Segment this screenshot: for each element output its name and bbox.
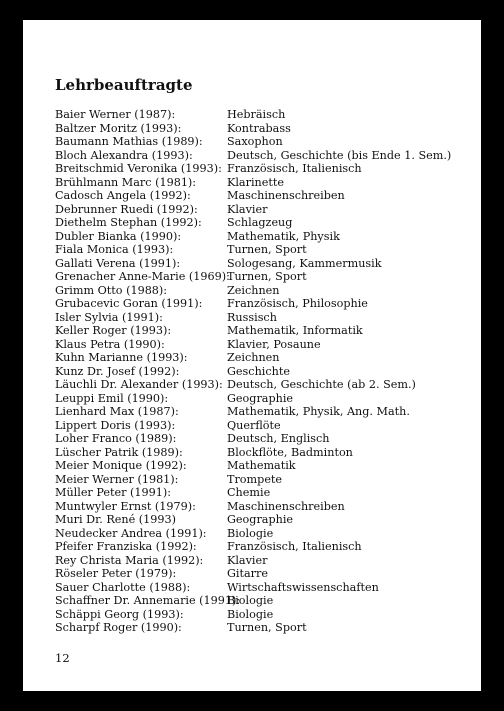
lecturer-subject: Zeichnen (227, 351, 280, 364)
lecturer-name: Isler Sylvia (1991): (55, 310, 163, 324)
lecturer-subject: Klavier (227, 553, 268, 567)
list-item (55, 486, 475, 500)
list-item (55, 432, 475, 446)
lecturer-name: Bloch Alexandra (1993): (55, 148, 193, 162)
lecturer-name: Müller Peter (1991): (55, 486, 171, 499)
list-item (55, 473, 475, 487)
lecturer-subject: Turnen, Sport (227, 621, 307, 634)
lecturer-subject: Deutsch, Geschichte (ab 2. Sem.) (227, 378, 416, 391)
list-item (55, 527, 475, 541)
lecturer-name: Fiala Monica (1993): (55, 243, 174, 256)
lecturer-subject: Französisch, Philosophie (227, 297, 368, 310)
list-item (55, 459, 475, 473)
lecturer-name: Breitschmid Veronika (1993): (55, 162, 222, 175)
lecturer-subject: Biologie (227, 526, 274, 540)
list-item (55, 216, 475, 230)
lecturer-subject: Hebräisch (227, 108, 286, 121)
lecturer-name: Leuppi Emil (1990): (55, 391, 169, 405)
lecturer-subject: Sologesang, Kammermusik (227, 256, 382, 270)
lecturer-name: Keller Roger (1993): (55, 324, 172, 337)
lecturer-name: Scharpf Roger (1990): (55, 621, 182, 634)
list-item (55, 594, 475, 608)
lecturer-name: Rey Christa Maria (1992): (55, 553, 204, 567)
lecturer-subject: Biologie (227, 594, 274, 607)
lecturer-subject: Mathematik, Physik (227, 229, 340, 243)
page-number: 12 (55, 651, 70, 665)
list-item (55, 581, 475, 595)
document-page (23, 20, 481, 691)
list-item (55, 621, 475, 635)
list-item (55, 257, 475, 271)
section-heading: Lehrbeauftragte (55, 76, 193, 94)
lecturer-name: Muri Dr. René (1993) (55, 513, 176, 526)
list-item (55, 203, 475, 217)
lecturer-subject: Geographie (227, 513, 294, 526)
lecturer-name: Lüscher Patrik (1989): (55, 445, 183, 459)
lecturer-subject: Chemie (227, 486, 271, 499)
lecturer-subject: Klavier, Posaune (227, 337, 321, 351)
lecturer-name: Grenacher Anne-Marie (1969): (55, 270, 230, 283)
list-item (55, 567, 475, 581)
lecturer-name: Kunz Dr. Josef (1992): (55, 364, 180, 378)
lecturer-name: Baltzer Moritz (1993): (55, 121, 182, 135)
lecturer-name: Kuhn Marianne (1993): (55, 351, 188, 364)
list-item (55, 122, 475, 136)
lecturer-name: Klaus Petra (1990): (55, 337, 165, 351)
lecturer-name: Baumann Mathias (1989): (55, 135, 203, 148)
lecturer-name: Dubler Bianka (1990): (55, 229, 182, 243)
lecturer-subject: Klavier (227, 202, 268, 216)
lecturer-subject: Deutsch, Geschichte (bis Ende 1. Sem.) (227, 148, 452, 162)
list-item (55, 189, 475, 203)
list-item (55, 284, 475, 298)
lecturer-name: Meier Werner (1981): (55, 472, 179, 486)
lecturer-subject: Blockflöte, Badminton (227, 445, 353, 459)
lecturer-subject: Russisch (227, 310, 277, 324)
list-item (55, 135, 475, 149)
lecturer-subject: Turnen, Sport (227, 243, 307, 256)
lecturer-name: Lienhard Max (1987): (55, 405, 179, 418)
lecturer-name: Pfeifer Franziska (1992): (55, 540, 197, 553)
lecturer-subject: Biologie (227, 607, 274, 621)
lecturer-name: Sauer Charlotte (1988): (55, 580, 191, 594)
list-item (55, 513, 475, 527)
lecturer-name: Cadosch Angela (1992): (55, 189, 191, 202)
lecturer-name: Debrunner Ruedi (1992): (55, 202, 198, 216)
lecturer-name: Schaffner Dr. Annemarie (1991): (55, 594, 241, 607)
list-item (55, 311, 475, 325)
lecturer-subject: Französisch, Italienisch (227, 540, 362, 553)
list-item (55, 149, 475, 163)
lecturer-subject: Maschinenschreiben (227, 189, 345, 202)
list-item (55, 419, 475, 433)
lecturer-name: Läuchli Dr. Alexander (1993): (55, 378, 223, 391)
lecturer-subject: Französisch, Italienisch (227, 162, 362, 175)
lecturer-name: Grubacevic Goran (1991): (55, 297, 203, 310)
list-item (55, 500, 475, 514)
list-item (55, 230, 475, 244)
lecturer-name: Gallati Verena (1991): (55, 256, 181, 270)
lecturer-subject: Mathematik, Informatik (227, 324, 363, 337)
list-item (55, 554, 475, 568)
lecturer-subject: Deutsch, Englisch (227, 432, 330, 445)
list-item (55, 446, 475, 460)
lecturer-name: Schäppi Georg (1993): (55, 607, 184, 621)
lecturer-name: Baier Werner (1987): (55, 108, 176, 121)
list-item (55, 297, 475, 311)
lecturer-subject: Turnen, Sport (227, 270, 307, 283)
lecturer-name: Meier Monique (1992): (55, 459, 187, 472)
list-item (55, 176, 475, 190)
list-item (55, 162, 475, 176)
list-item (55, 405, 475, 419)
list-item (55, 270, 475, 284)
lecturer-subject: Schlagzeug (227, 216, 293, 229)
lecturer-subject: Klarinette (227, 175, 284, 189)
lecturer-name: Neudecker Andrea (1991): (55, 526, 207, 540)
list-item (55, 540, 475, 554)
lecturer-subject: Mathematik (227, 459, 296, 472)
list-item (55, 243, 475, 257)
list-item (55, 608, 475, 622)
lecturer-subject: Maschinenschreiben (227, 499, 345, 513)
list-item (55, 351, 475, 365)
lecturer-name: Loher Franco (1989): (55, 432, 177, 445)
lecturer-subject: Gitarre (227, 567, 268, 580)
lecturer-subject: Kontrabass (227, 121, 291, 135)
lecturer-name: Grimm Otto (1988): (55, 283, 168, 297)
list-item (55, 392, 475, 406)
lecturer-name: Röseler Peter (1979): (55, 567, 177, 580)
lecturer-name: Diethelm Stephan (1992): (55, 216, 202, 229)
lecturer-list (55, 108, 475, 635)
list-item (55, 324, 475, 338)
lecturer-subject: Querflöte (227, 418, 281, 432)
lecturer-subject: Trompete (227, 472, 283, 486)
lecturer-subject: Wirtschaftswissenschaften (227, 580, 379, 594)
list-item (55, 378, 475, 392)
list-item (55, 365, 475, 379)
lecturer-name: Brühlmann Marc (1981): (55, 175, 197, 189)
lecturer-subject: Mathematik, Physik, Ang. Math. (227, 405, 410, 418)
lecturer-subject: Saxophon (227, 135, 283, 148)
lecturer-subject: Geographie (227, 391, 294, 405)
list-item (55, 108, 475, 122)
list-item (55, 338, 475, 352)
lecturer-subject: Geschichte (227, 364, 290, 378)
lecturer-subject: Zeichnen (227, 283, 280, 297)
lecturer-name: Lippert Doris (1993): (55, 418, 176, 432)
lecturer-name: Muntwyler Ernst (1979): (55, 499, 196, 513)
